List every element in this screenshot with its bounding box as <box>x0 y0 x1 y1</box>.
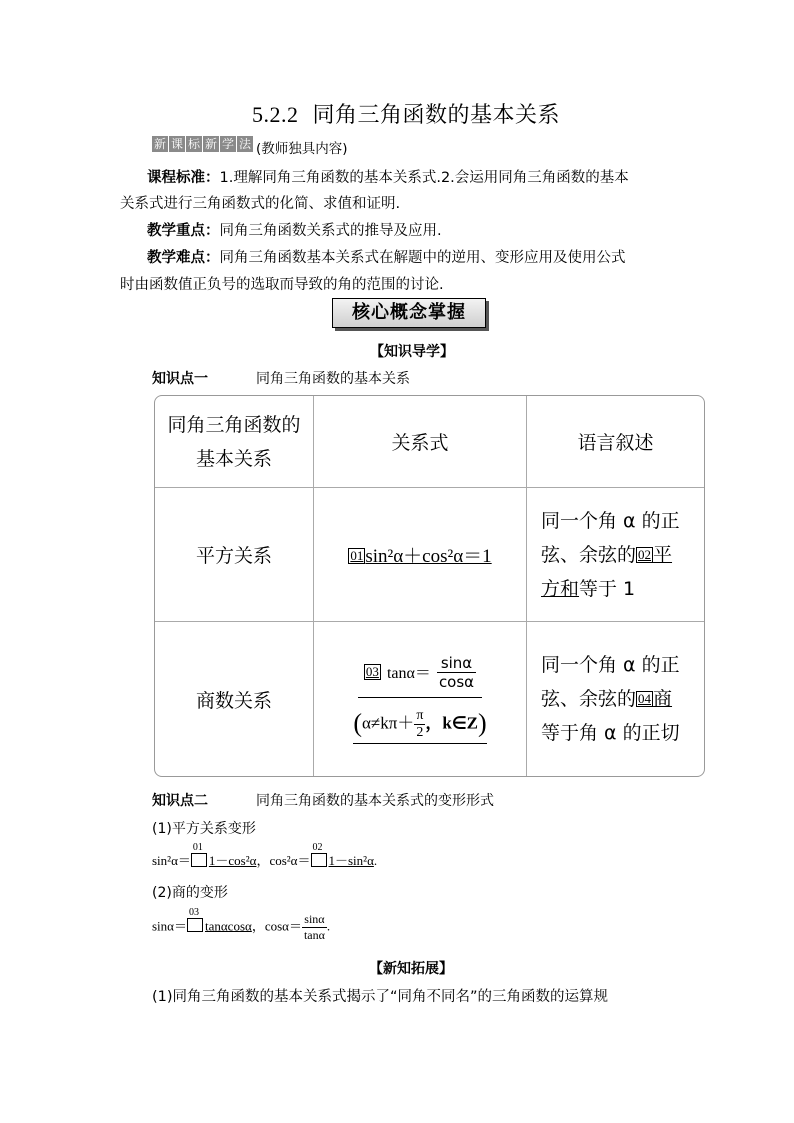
row-formula-square <box>314 488 527 622</box>
blank-number: 03 <box>188 907 199 919</box>
difficulty-line1 <box>147 246 626 267</box>
desc-text: 弦、余弦的 <box>541 688 637 710</box>
badge: 学 <box>221 137 234 151</box>
section-number: 5.2.2 <box>252 102 299 127</box>
relations-table <box>154 395 705 777</box>
difficulty-text: 同角三角函数基本关系式在解题中的逆用、变形应用及使用公式 <box>219 250 626 266</box>
blank-number: 01 <box>350 548 364 563</box>
answer-text: 商 <box>653 688 673 710</box>
course-standard-label: 课程标准： <box>147 170 220 186</box>
numerator: sinα <box>437 654 476 673</box>
key-point-text: 同角三角函数关系式的推导及应用. <box>219 223 442 239</box>
denominator: tanα <box>303 928 325 942</box>
expand-heading: 【新知拓展】 <box>369 961 453 977</box>
desc-line: 同一个角 α 的正 <box>541 509 680 532</box>
blank-number: 03 <box>365 664 379 679</box>
kp2-label: 知识点二 <box>152 793 208 809</box>
denominator: 2 <box>416 725 424 740</box>
knowledge-point-1 <box>152 368 410 388</box>
separator: ， <box>256 853 270 868</box>
knowledge-point-2 <box>152 790 494 810</box>
fraction <box>302 912 327 943</box>
fraction <box>414 708 425 741</box>
table-row <box>155 488 704 622</box>
formula-text: tanα＝ <box>386 665 431 682</box>
answer-text: 方和 <box>541 577 580 600</box>
badge: 新 <box>153 137 166 151</box>
difficulty-label: 教学难点： <box>147 250 220 266</box>
badge: 法 <box>238 137 251 151</box>
answer-text: 1－sin²α <box>328 853 374 868</box>
row-desc-square <box>527 488 704 622</box>
square-deform-line <box>152 842 378 869</box>
desc-text: 等于 1 <box>579 577 636 600</box>
row-name-square: 平方关系 <box>155 488 314 622</box>
desc-line <box>541 682 704 716</box>
badge: 课 <box>170 137 183 151</box>
kp1-text: 同角三角函数的基本关系 <box>256 371 410 387</box>
desc-line: 等于角 α 的正切 <box>541 722 680 744</box>
row-desc-quotient <box>527 622 704 776</box>
formula-text: ，cosα＝ <box>251 918 302 934</box>
page-title <box>252 98 560 129</box>
blank-box <box>187 907 203 932</box>
formula-text: sinα＝ <box>152 918 187 934</box>
blank-number: 02 <box>312 842 323 853</box>
badge: 新 <box>204 137 217 151</box>
numerator: π <box>416 708 424 723</box>
answer-text: tanαcosα <box>204 918 252 934</box>
numerator: sinα <box>302 912 327 928</box>
period: . <box>373 853 378 868</box>
row-name-quotient: 商数关系 <box>155 622 314 776</box>
expand-line: (1)同角三角函数的基本关系式揭示了“同角不同名”的三角函数的运算规 <box>152 989 609 1005</box>
teacher-note: (教师独具内容) <box>256 141 348 157</box>
quotient-condition: (α≠kπ＋ $\frac{\pi}{2}$ ，k∈Z) <box>353 708 486 744</box>
header-description: 语言叙述 <box>527 396 704 488</box>
table-header-row <box>155 396 704 488</box>
quotient-deform-line <box>152 907 331 943</box>
period: . <box>326 918 331 934</box>
fraction <box>437 654 476 691</box>
blank-number: 04 <box>638 691 652 706</box>
formula-text: sin²α＝ <box>152 853 191 868</box>
blank-number: 01 <box>192 842 203 853</box>
title-text: 同角三角函数的基本关系 <box>312 103 561 128</box>
quotient-formula <box>358 654 482 698</box>
answer-text: 平 <box>653 543 673 566</box>
blank-number: 02 <box>638 546 652 562</box>
answer-text: 1－cos²α <box>208 853 257 868</box>
key-point-label: 教学重点： <box>147 223 220 239</box>
badge-row <box>152 136 253 152</box>
course-standard-line2: 关系式进行三角函数式的化简、求值和证明. <box>120 196 401 212</box>
difficulty-line2: 时由函数值正负号的选取而导致的角的范围的讨论. <box>120 277 444 293</box>
row-formula-quotient <box>314 622 527 776</box>
desc-line <box>541 572 704 606</box>
desc-text: 弦、余弦的 <box>541 543 637 566</box>
kp1-label: 知识点一 <box>152 371 208 387</box>
denominator: cosα <box>438 673 475 691</box>
kp2-text: 同角三角函数的基本关系式的变形形式 <box>256 793 494 809</box>
guide-heading: 【知识导学】 <box>370 344 454 360</box>
quotient-deform-heading: (2)商的变形 <box>152 885 228 901</box>
condition-text: ，k∈Z <box>425 713 478 733</box>
answer-blank <box>636 544 672 566</box>
table-row <box>155 622 704 776</box>
blank-box <box>191 842 207 867</box>
formula-text: sin²α＋cos²α＝1 <box>365 546 492 567</box>
square-formula <box>348 546 491 567</box>
badge: 标 <box>187 137 200 151</box>
square-deform-heading: (1)平方关系变形 <box>152 821 256 837</box>
blank-box <box>311 842 327 867</box>
formula-text: cos²α＝ <box>269 853 311 868</box>
course-standard-text: 1.理解同角三角函数的基本关系式.2.会运用同角三角函数的基本 <box>219 170 629 186</box>
key-point <box>147 219 442 240</box>
section-banner: 核心概念掌握 <box>332 298 486 328</box>
header-formula: 关系式 <box>314 396 527 488</box>
desc-line: 同一个角 α 的正 <box>541 654 680 676</box>
course-standard-line1 <box>147 166 629 187</box>
header-relation: 同角三角函数的基本关系 <box>155 396 314 488</box>
condition-text: α≠kπ＋ <box>361 713 415 733</box>
answer-blank <box>636 688 672 710</box>
desc-line <box>541 538 704 572</box>
